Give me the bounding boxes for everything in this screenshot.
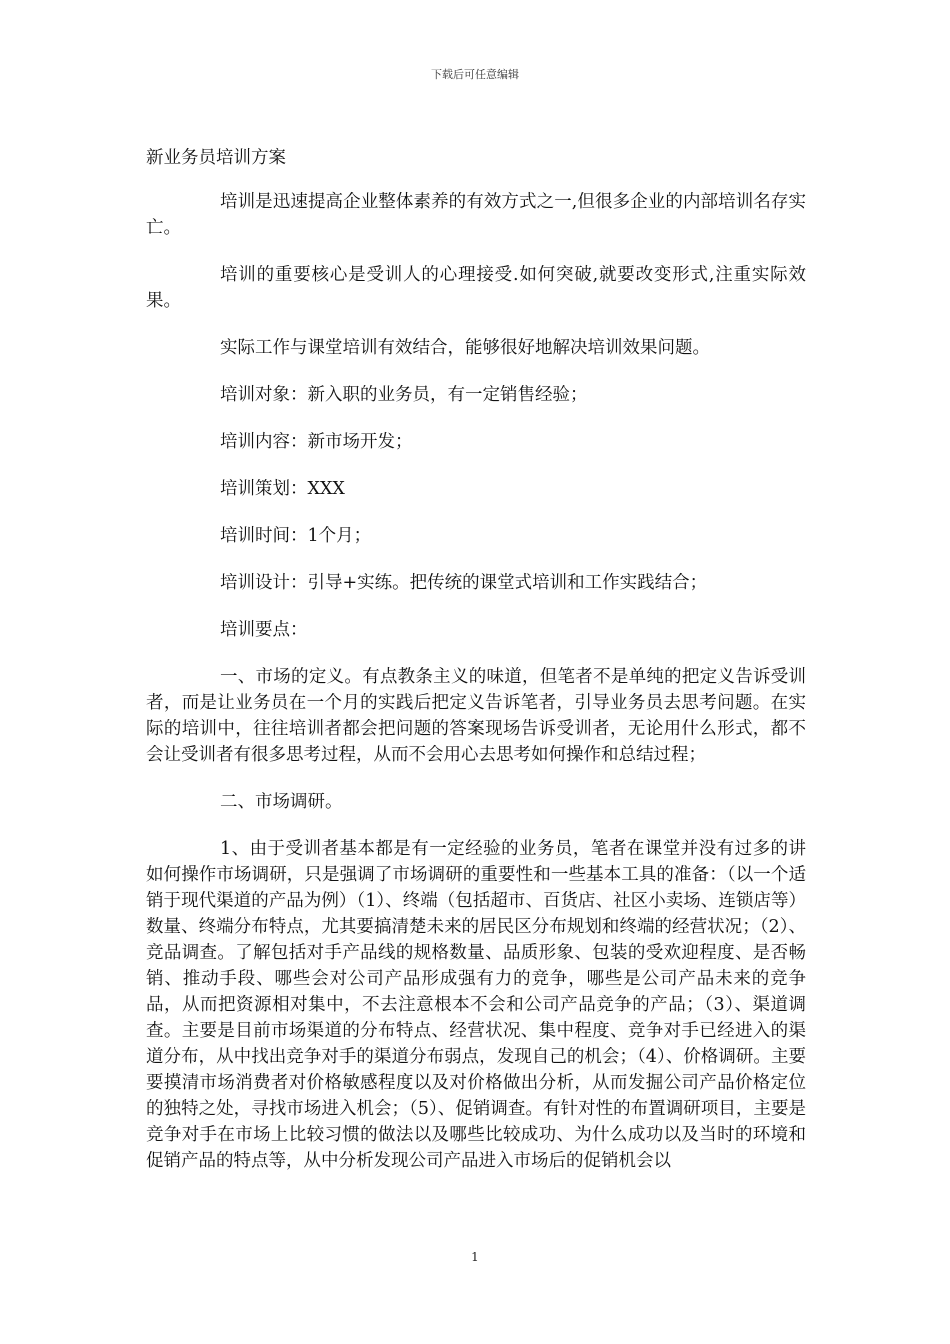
paragraph: 培训设计：引导+实练。把传统的课堂式培训和工作实践结合； [220, 573, 708, 593]
paragraph: 实际工作与课堂培训有效结合，能够很好地解决培训效果问题。 [220, 338, 710, 358]
paragraph: 培训要点： [220, 620, 308, 640]
paragraph: 培训内容：新市场开发； [220, 432, 413, 452]
paragraph: 1、由于受训者基本都是有一定经验的业务员，笔者在课堂并没有过多的讲如何操作市场调研，只是强调了市场调研的重要性和一些基本工具的准备：（以一个适销于现代渠道的产品为例）（1）、终端（包括超市、百货店、社区小卖场、连锁店等）数量、终端分布特点，尤其要搞清楚未来的居民区分布规划和终端的经营状况；（2）、竞品调查。了解包括对手产品线的规格数量、品质形象、包装的受欢迎程度、是否畅销、推动手段、哪些会对公司产品形成强有力的竞争，哪些是公司产品未来的竞争品，从而把资源相对集中，不去注意根本不会和公司产品竞争的产品；（3）、渠道调查。主要是目前市场渠道的分布特点、经营状况、集中程度、竞争对手已经进入的渠道分布，从中找出竞争对手的渠道分布弱点，发现自己的机会；（4）、价格调研。主要要摸清市场消费者对价格敏感程度以及对价格做出分析，从而发掘公司产品价格定位的独特之处，寻找市场进入机会；（5）、促销调查。有针对性的布置调研项目，主要是竞争对手在市场上比较习惯的做法以及哪些比较成功、为什么成功以及当时的环境和促销产品的特点等，从中分析发现公司产品进入市场后的促销机会以 [146, 839, 806, 1171]
paragraph: 二、市场调研。 [220, 792, 343, 812]
document-body [146, 145, 806, 1174]
header-note: 下载后可任意编辑 [431, 68, 519, 81]
paragraph: 培训是迅速提高企业整体素养的有效方式之一,但很多企业的内部培训名存实亡。 [146, 192, 806, 238]
document-title: 新业务员培训方案 [146, 148, 286, 168]
paragraph: 培训对象：新入职的业务员，有一定销售经验； [220, 385, 588, 405]
paragraph: 一、市场的定义。有点教条主义的味道，但笔者不是单纯的把定义告诉受训者，而是让业务员在一个月的实践后把定义告诉笔者，引导业务员去思考问题。在实际的培训中，往往培训者都会把问题的答案现场告诉受训者，无论用什么形式，都不会让受训者有很多思考过程，从而不会用心去思考如何操作和总结过程； [146, 667, 806, 765]
paragraph: 培训的重要核心是受训人的心理接受.如何突破,就要改变形式,注重实际效果。 [146, 265, 806, 311]
page-number: 1 [471, 1250, 479, 1264]
paragraph: 培训时间：1个月； [220, 526, 372, 546]
paragraph: 培训策划：XXX [220, 479, 345, 499]
